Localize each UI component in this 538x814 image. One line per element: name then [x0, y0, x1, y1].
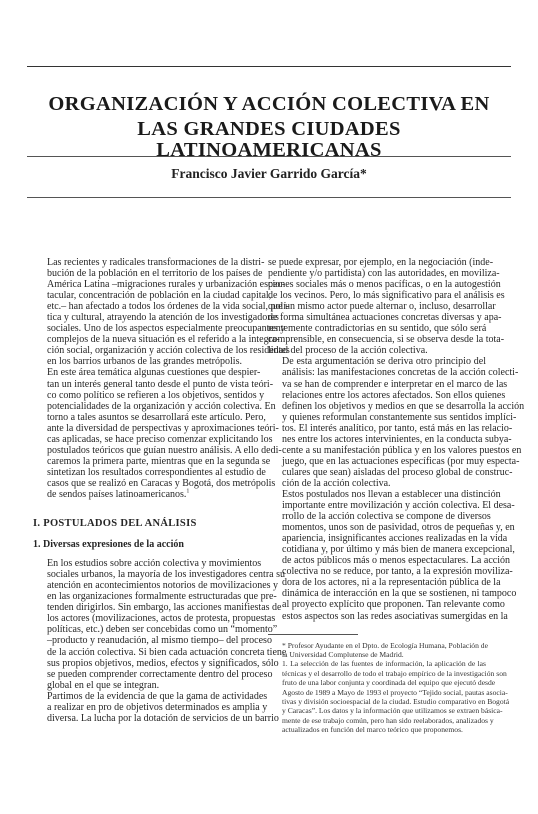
title-divider [27, 156, 511, 157]
text-line: torno a tales asuntos se desarrollará este artículo. Pero, [47, 411, 266, 423]
text-line: culares que sean) aisladas del proceso global de construc- [282, 466, 513, 478]
postulates-paragraph [268, 488, 517, 622]
text-line: co como político se refieren a los objetivos, sentidos y [47, 389, 265, 401]
subsection-heading: 1. Diversas expresiones de la acción [33, 539, 184, 551]
text-line: ciones sociales más o menos pacíficas, o en la autogestión [268, 279, 501, 291]
text-line: ción de la acción colectiva. [282, 477, 391, 489]
text-line: etc.– han afectado a todos los órdenes de la vida social, polí- [47, 301, 290, 313]
text-line: a realizar en pro de objetivos determinados es amplia y [47, 701, 268, 713]
footnote-author [268, 641, 486, 660]
footnote-marker[interactable]: 1 [186, 488, 190, 495]
text-line: nes entre los actores intervinientes, en la conducta subya- [282, 433, 512, 445]
text-line: tenden dirigirlos. Sin embargo, las acciones manifiestas de [47, 602, 282, 614]
text-line: de forma simultánea actuaciones concretas diversas y apa- [268, 312, 502, 324]
text-line: de los vecinos. Pero, lo más significativo para el análisis es [268, 290, 505, 302]
section-heading: I. POSTULADOS DEL ANÁLISIS [33, 518, 197, 530]
text-line: los actores (movilizaciones, actos de protesta, propuestas [47, 613, 276, 625]
text-line: técnicas y el desarrollo de todo el trabajo empírico de la investigación son [282, 668, 507, 678]
text-line: rentemente contradictorias en su sentido, que sólo será [268, 323, 487, 335]
text-line: mente de ese trabajo común, pero han sido reelaborados, analizados y [282, 715, 494, 725]
text-line: tica y cultural, atrayendo la atención de los investigadores [47, 312, 279, 324]
footnote-rule [268, 634, 358, 635]
text-line: atención en acontecimientos notorios de movilizaciones y [47, 580, 279, 592]
text-line: definen los objetivos y medios en que se desarrolla la acción [282, 400, 525, 412]
continuation-paragraph [268, 257, 505, 357]
text-line: la Universidad Complutense de Madrid. [282, 649, 404, 659]
text-line: colectiva no se reduce, por tanto, a la expresión moviliza- [282, 566, 513, 578]
text-line: caremos la primera parte, mientras que en la segunda se [47, 455, 271, 467]
top-rule [27, 66, 511, 67]
text-line: cotidiana y, por último y más bien de manera excepcional, [282, 544, 515, 556]
text-line: de la acción colectiva. Si bien cada actuación concreta tiene [47, 646, 287, 658]
text-line: al proyecto explícito que proponen. Tan relevante como [282, 599, 505, 611]
text-line: dora de los actores, ni a la representación pública de la [282, 577, 501, 589]
text-line: diversa. La lucha por la dotación de servicios de un barrio [47, 712, 279, 724]
text-line: postulados teóricos que guían nuestro análisis. A ello dedi- [47, 444, 282, 456]
text-line: actualizados en función del marco teórico que proponemos. [282, 725, 463, 735]
text-line: en las organizaciones formalmente estructuradas que pre- [47, 591, 277, 603]
text-line: complejos de la nueva situación es el referido a la integra- [47, 334, 280, 346]
text-line: y quienes reformulan constantemente sus sentidos implíci- [282, 411, 517, 423]
text-line: de sendos países latinoamericanos.$^1$ [47, 488, 190, 500]
text-line: que un mismo actor puede alternar o, incluso, desarrollar [268, 301, 496, 313]
text-line: de actos públicos más o menos espectaculares. La acción [282, 555, 510, 567]
article-title-line-2: LAS GRANDES CIUDADES LATINOAMERICANAS [137, 118, 401, 161]
text-line: global en el que se integran. [47, 679, 160, 691]
argument-paragraph [268, 356, 525, 489]
text-line: va se han de comprender e interpretar en el marco de las [282, 378, 508, 390]
text-line: en los barrios urbanos de las grandes metrópolis. [47, 356, 242, 368]
studies-paragraph [33, 558, 287, 691]
text-line: importante entre movilización y acción colectiva. El desa- [282, 500, 515, 512]
text-line: Estos postulados nos llevan a establecer una distinción [282, 488, 501, 500]
intro-paragraph [33, 257, 290, 368]
text-line: cas aplicadas, se hace preciso comenzar explicitando los [47, 433, 273, 445]
scope-paragraph [33, 367, 282, 500]
text-line: En los estudios sobre acción colectiva y movimientos [47, 558, 262, 570]
text-line: En este área temática algunas cuestiones que despier- [47, 367, 261, 379]
text-line: Partimos de la evidencia de que la gama de actividades [47, 690, 268, 702]
text-line: * Profesor Ayudante en el Dpto. de Ecología Humana, Población de [282, 640, 488, 650]
text-line: análisis: las manifestaciones concretas de la acción colecti- [282, 367, 519, 379]
text-line: bución de la población en el territorio de los países de [47, 268, 263, 280]
text-line: tan un interés general tanto desde el punto de vista teóri- [47, 378, 274, 390]
text-line: Las recientes y radicales transformaciones de la distri- [47, 257, 265, 268]
text-line: casos que se realizó en Caracas y Bogotá, dos metrópolis [47, 477, 276, 489]
activities-paragraph [33, 690, 279, 724]
text-line: Agosto de 1989 a Mayo de 1993 el proyecto “Tejido social, pautas asocia- [282, 687, 508, 697]
text-line: potencialidades de la organización y acción colectiva. En [47, 400, 276, 412]
text-line: rrollo de la acción colectiva se compone de diversos [282, 511, 491, 523]
text-line: ción social, organización y acción colectiva de los residentes [47, 345, 290, 357]
text-line: estos aspectos son las redes asociativas sumergidas en la [282, 610, 508, 622]
text-line: tivas y división socioespacial de la ciudad. Estudio comparativo en Bogotá [282, 696, 510, 706]
text-line: tos. El interés analítico, por tanto, está más en las relacio- [282, 422, 513, 434]
text-line: sintetizan los resultados correspondientes al estudio de [47, 466, 266, 478]
text-line: sociales. Uno de los aspectos especialmente preocupantes y [47, 323, 286, 335]
text-line: se pueden comprender correctamente dentro del proceso [47, 668, 273, 680]
text-line: De esta argumentación se deriva otro principio del [282, 356, 486, 368]
text-line: relaciones entre los actores afectados. Son ellos quienes [282, 389, 506, 401]
text-line: se puede expresar, por ejemplo, en la negociación (inde- [268, 257, 494, 268]
text-line: –producto y reanudación, al mismo tiempo– del proceso [47, 635, 272, 647]
text-line: tacular, concentración de población en la ciudad capital, [47, 290, 272, 302]
text-line: América Latina –migraciones rurales y urbanización espec- [47, 279, 286, 291]
text-line: sus propios objetivos, medios, efectos y significados, sólo [47, 657, 279, 669]
text-line: cente a su manifestación pública y en los valores puestos en [282, 444, 522, 456]
text-line: lidad del proceso de la acción colectiva. [268, 345, 428, 357]
text-line: apariencia, insignificantes acciones realizadas en la vida [282, 533, 508, 545]
footnote-1 [268, 659, 510, 735]
left-column [33, 257, 290, 724]
text-line: comprensible, en consecuencia, si se observa desde la tota- [268, 334, 505, 346]
header-bottom-rule [27, 197, 511, 198]
text-line: momentos, unos son de pasividad, otros de pequeñas y, en [282, 522, 515, 534]
text-line: juego, que en las actuaciones específicas (por muy especta- [282, 455, 520, 467]
text-line: políticas, etc.) deben ser concebidas como un “momento” [47, 624, 278, 636]
text-line: y Caracas”. Los datos y la información que utilizamos se extraen básica- [282, 706, 503, 716]
text-line: ante la diversidad de perspectivas y aproximaciones teóri- [47, 422, 279, 434]
text-line: 1. La selección de las fuentes de información, la aplicación de las [282, 659, 486, 669]
text-line: sociales urbanos, la mayoría de los investigadores centra su [47, 569, 285, 581]
text-line: fruto de una labor conjunta y coordinada del equipo que ejecutó desde [282, 678, 496, 688]
article-title-line-1: ORGANIZACIÓN Y ACCIÓN COLECTIVA EN [48, 93, 490, 115]
author-name: Francisco Javier Garrido García* [171, 166, 367, 181]
text-line: dinámica de interacción en la que se sostienen, ni tampoco [282, 588, 517, 600]
right-column [268, 257, 525, 735]
text-line: pendiente y/o partidista) con las autoridades, en moviliza- [268, 268, 500, 280]
